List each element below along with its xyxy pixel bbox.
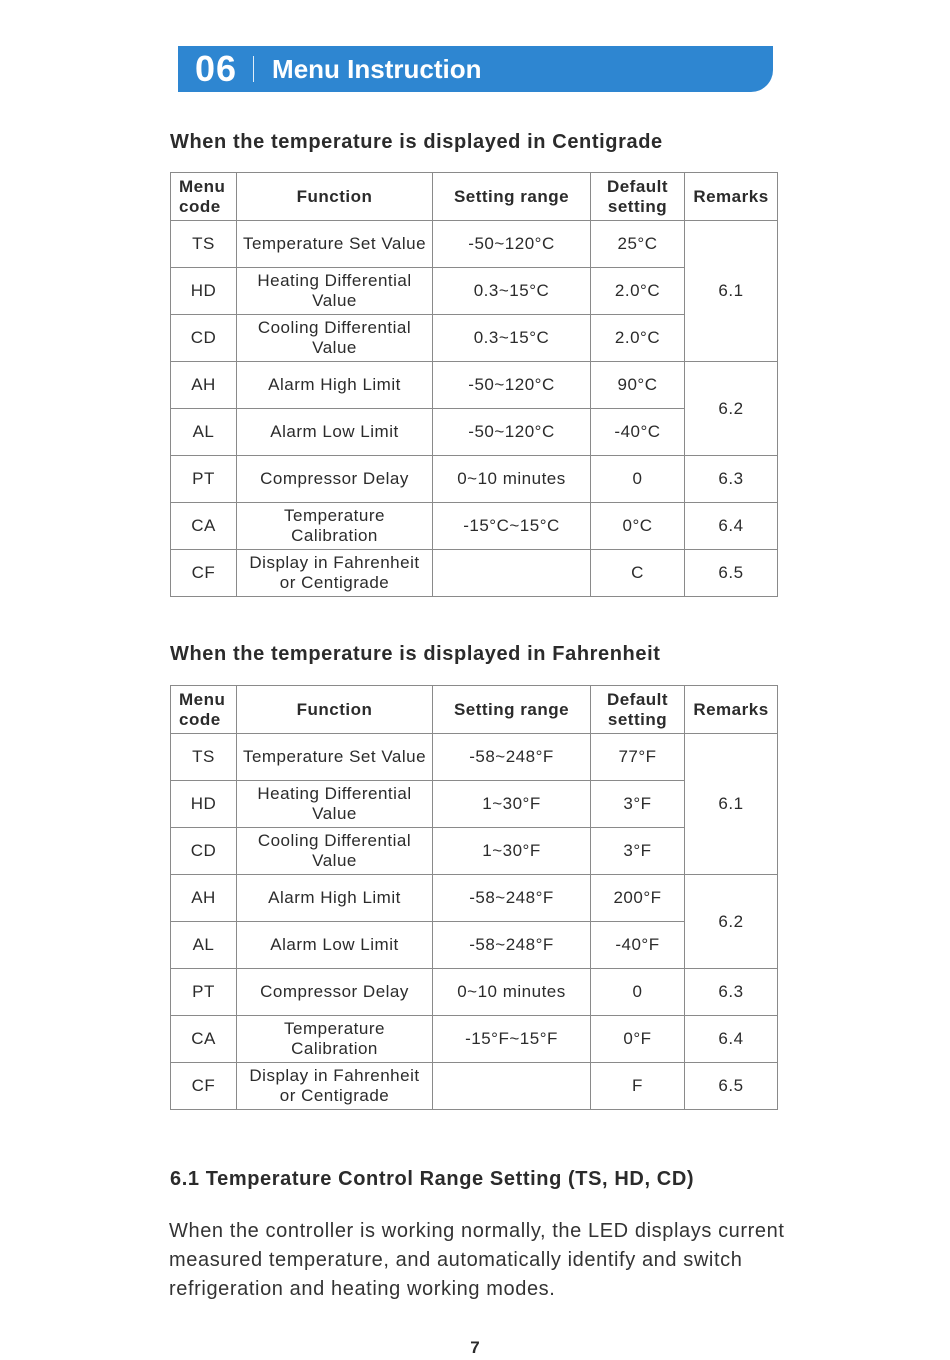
remarks-cell: 6.5 xyxy=(685,550,778,597)
remarks-cell: 6.3 xyxy=(685,456,778,503)
default-setting-cell: 77°F xyxy=(591,734,685,781)
setting-range-cell: 0~10 minutes xyxy=(433,456,591,503)
header-row xyxy=(171,173,778,221)
default-setting-cell: 3°F xyxy=(591,828,685,875)
header-remarks: Remarks xyxy=(685,173,778,221)
header-function: Function xyxy=(237,686,433,734)
setting-range-cell: -50~120°C xyxy=(433,221,591,268)
default-setting-cell: 3°F xyxy=(591,781,685,828)
chapter-banner xyxy=(178,46,773,92)
page-number: 7 xyxy=(470,1338,480,1357)
menu-code-cell: AH xyxy=(171,875,237,922)
menu-code-cell: CA xyxy=(171,1016,237,1063)
chapter-number: 06 xyxy=(195,48,238,89)
setting-range-cell: -58~248°F xyxy=(433,875,591,922)
remarks-cell: 6.2 xyxy=(685,875,778,969)
setting-range-cell: -50~120°C xyxy=(433,409,591,456)
menu-code-cell: AH xyxy=(171,362,237,409)
menu-code-cell: AL xyxy=(171,409,237,456)
default-setting-cell: 90°C xyxy=(591,362,685,409)
table-row xyxy=(171,969,778,1016)
function-cell: Alarm High Limit xyxy=(237,875,433,922)
setting-range-cell: 1~30°F xyxy=(433,781,591,828)
setting-range-cell: -15°F~15°F xyxy=(433,1016,591,1063)
banner-divider xyxy=(253,56,254,82)
header-remarks: Remarks xyxy=(685,686,778,734)
remarks-cell: 6.4 xyxy=(685,503,778,550)
function-cell: Compressor Delay xyxy=(237,969,433,1016)
function-cell: Heating Differential Value xyxy=(237,781,433,828)
section-body: When the controller is working normally, the LED displays current measured temperature, and automatically identify and switch refrigeration and heating working modes. xyxy=(169,1220,785,1300)
remarks-cell: 6.5 xyxy=(685,1063,778,1110)
remarks-cell: 6.1 xyxy=(685,734,778,875)
fahrenheit-menu-table xyxy=(170,685,778,1110)
chapter-title: Menu Instruction xyxy=(272,53,482,84)
menu-code-cell: CA xyxy=(171,503,237,550)
menu-code-cell: PT xyxy=(171,456,237,503)
function-cell: Alarm Low Limit xyxy=(237,922,433,969)
header-setting-range: Setting range xyxy=(433,686,591,734)
menu-code-cell: PT xyxy=(171,969,237,1016)
default-setting-cell: 25°C xyxy=(591,221,685,268)
function-cell: Display in Fahrenheit or Centigrade xyxy=(237,1063,433,1110)
default-setting-cell: 0 xyxy=(591,456,685,503)
default-setting-cell: -40°F xyxy=(591,922,685,969)
setting-range-cell xyxy=(433,1063,591,1110)
default-setting-cell: 2.0°C xyxy=(591,315,685,362)
function-cell: Compressor Delay xyxy=(237,456,433,503)
function-cell: Temperature Calibration xyxy=(237,1016,433,1063)
celsius-heading: When the temperature is displayed in Centigrade xyxy=(170,131,663,153)
menu-code-cell: HD xyxy=(171,268,237,315)
menu-code-cell: CD xyxy=(171,828,237,875)
celsius-menu-table xyxy=(170,172,778,597)
header-setting-range: Setting range xyxy=(433,173,591,221)
default-setting-cell: F xyxy=(591,1063,685,1110)
default-setting-cell: 0 xyxy=(591,969,685,1016)
function-cell: Temperature Set Value xyxy=(237,221,433,268)
default-setting-cell: 200°F xyxy=(591,875,685,922)
function-cell: Temperature Set Value xyxy=(237,734,433,781)
menu-code-cell: CF xyxy=(171,1063,237,1110)
default-setting-cell: 2.0°C xyxy=(591,268,685,315)
setting-range-cell: -15°C~15°C xyxy=(433,503,591,550)
default-setting-cell: -40°C xyxy=(591,409,685,456)
menu-code-cell: AL xyxy=(171,922,237,969)
function-cell: Heating Differential Value xyxy=(237,268,433,315)
table-row xyxy=(171,362,778,409)
setting-range-cell xyxy=(433,550,591,597)
table-row xyxy=(171,734,778,781)
setting-range-cell: -50~120°C xyxy=(433,362,591,409)
default-setting-cell: C xyxy=(591,550,685,597)
menu-code-cell: CF xyxy=(171,550,237,597)
header-default-setting: Default setting xyxy=(591,686,685,734)
table-row xyxy=(171,1016,778,1063)
table-row xyxy=(171,1063,778,1110)
menu-code-cell: HD xyxy=(171,781,237,828)
header-menu-code: Menu code xyxy=(171,686,237,734)
remarks-cell: 6.2 xyxy=(685,362,778,456)
remarks-cell: 6.4 xyxy=(685,1016,778,1063)
header-function: Function xyxy=(237,173,433,221)
setting-range-cell: -58~248°F xyxy=(433,734,591,781)
default-setting-cell: 0°C xyxy=(591,503,685,550)
setting-range-cell: 0.3~15°C xyxy=(433,315,591,362)
remarks-cell: 6.1 xyxy=(685,221,778,362)
table-row xyxy=(171,221,778,268)
table-row xyxy=(171,503,778,550)
function-cell: Display in Fahrenheit or Centigrade xyxy=(237,550,433,597)
function-cell: Cooling Differential Value xyxy=(237,315,433,362)
section-heading: 6.1 Temperature Control Range Setting (TS, HD, CD) xyxy=(170,1168,695,1190)
setting-range-cell: 1~30°F xyxy=(433,828,591,875)
header-row xyxy=(171,686,778,734)
setting-range-cell: 0.3~15°C xyxy=(433,268,591,315)
table-row xyxy=(171,456,778,503)
fahrenheit-heading: When the temperature is displayed in Fahrenheit xyxy=(170,643,661,665)
menu-code-cell: TS xyxy=(171,734,237,781)
header-default-setting: Default setting xyxy=(591,173,685,221)
table-row xyxy=(171,875,778,922)
default-setting-cell: 0°F xyxy=(591,1016,685,1063)
menu-code-cell: TS xyxy=(171,221,237,268)
function-cell: Alarm High Limit xyxy=(237,362,433,409)
function-cell: Cooling Differential Value xyxy=(237,828,433,875)
header-menu-code: Menu code xyxy=(171,173,237,221)
setting-range-cell: -58~248°F xyxy=(433,922,591,969)
table-row xyxy=(171,550,778,597)
function-cell: Alarm Low Limit xyxy=(237,409,433,456)
menu-code-cell: CD xyxy=(171,315,237,362)
function-cell: Temperature Calibration xyxy=(237,503,433,550)
setting-range-cell: 0~10 minutes xyxy=(433,969,591,1016)
remarks-cell: 6.3 xyxy=(685,969,778,1016)
